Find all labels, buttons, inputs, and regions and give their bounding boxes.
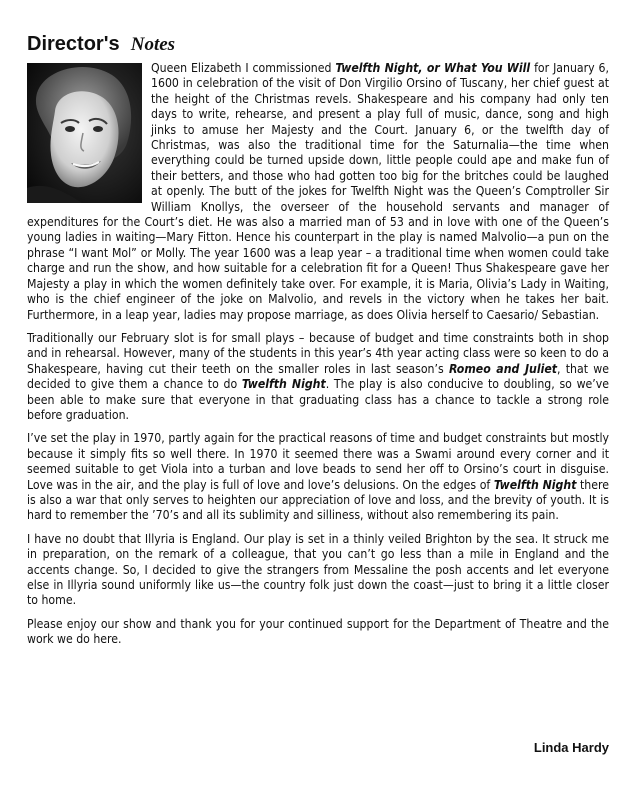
page-title (27, 20, 175, 58)
p2-title-romeo-juliet: Romeo and Juliet (448, 361, 558, 376)
paragraph-4: I have no doubt that Illyria is England. Our play is set in a thinly veiled Brighton by the sea. It struck me in preparation, on the remark of a colleague, that you can’t go less than a mile in England and the accents change. So, I decided to give the strangers from Messaline the posh accents and let everyone else in Illyria sound uniformly like us—the country folk just down the coast—just to bring it a little closer to home. (27, 531, 609, 608)
title-bold-part: Director's (27, 33, 120, 55)
p1-title-twelfth-night: Twelfth Night, or What You Will (335, 61, 531, 75)
p3-text-c: there is also a war that only serves to heighten our appreciation of love and loss, and the brevity of youth. It is hard to remember the ’70’s and all its sublimity and silliness, without also remembering its pain. (27, 477, 609, 523)
p2-text-e: . The play is also conducive to doubling, so we’ve been able to make sure that everyone in that graduating class has a chance to tackle a strong role before graduation. (27, 377, 610, 422)
p2-text-a: Traditionally our February slot is for small plays – because of budget and time constraints both in shop and in rehearsal. However, many of the students in this year’s 4th year acting class were so keen to do a Shakespeare, having cut their teeth on the smaller roles in last season’s (27, 330, 609, 376)
signature: Linda Hardy (533, 740, 609, 755)
p3-text-a: I’ve set the play in 1970, partly again for the practical reasons of time and budget constraints but mostly because it simply fits so well there. In 1970 it seemed there was a Swami around every corner and it seemed suitable to get Viola into a turban and love beads to send her off to Orsino’s court in disguise. Love was in the air, and the play is full of love and love’s delusions. On the edges of (27, 431, 609, 492)
p2-title-twelfth-night: Twelfth Night (241, 377, 326, 392)
portrait-photo-icon (27, 63, 142, 203)
portrait-photo (27, 63, 142, 203)
paragraph-5: Please enjoy our show and thank you for your continued support for the Department of Theatre and the work we do here. (27, 616, 609, 647)
p1-text-c: for January 6, 1600 in celebration of the visit of Don Virgilio Orsino of Tuscany, her chief guest at the height of the Christmas revels. Shakespeare and his company had only ten days to write, rehearse, and present a play full of music, dance, song and high jinks to amuse her Majesty and the Court. January 6, or the twelfth day of Christmas, was also the traditional time for the Saturnalia—the time when everything could be turned upside down, little people could ape and make fun of their betters, and those who had gotten too big for the britches could be laughed at openly. The butt of the jokes for Twelfth Night was the Queen’s Comptroller Sir William Knollys, the overseer of the household servants and manager of expenditures for the Court’s diet. He was also a married man of 53 and in love with one of the Queen’s young ladies in waiting—Mary Fitton. Hence his counterpart in the play is named Malvolio—a pun on the phrase “I want Mol” or Molly. The year 1600 was a leap year – a traditional time when women could take charge and run the show, and how suitable for a celebration fit for a Queen! Thus Shakespeare gave her Majesty a play in which the women definitely take over. For example, it is Maria, Olivia’s Lady in Waiting, who is the chief engineer of the joke on Malvolio, and revels in the victory when he takes her bait. Furthermore, in a leap year, ladies may propose marriage, as does Olivia herself to Caesario/ Sebastian. (27, 61, 610, 322)
p3-title-twelfth-night: Twelfth Night (493, 477, 577, 492)
notes-body (27, 61, 609, 656)
p1-text-a: Queen Elizabeth I commissioned (151, 61, 336, 75)
program-page (27, 0, 609, 800)
paragraph-2 (27, 331, 609, 423)
p2-text-c: , that we decided to give them a chance to do (27, 361, 609, 392)
title-italic-part: Notes (130, 34, 176, 55)
paragraph-3 (27, 431, 609, 523)
